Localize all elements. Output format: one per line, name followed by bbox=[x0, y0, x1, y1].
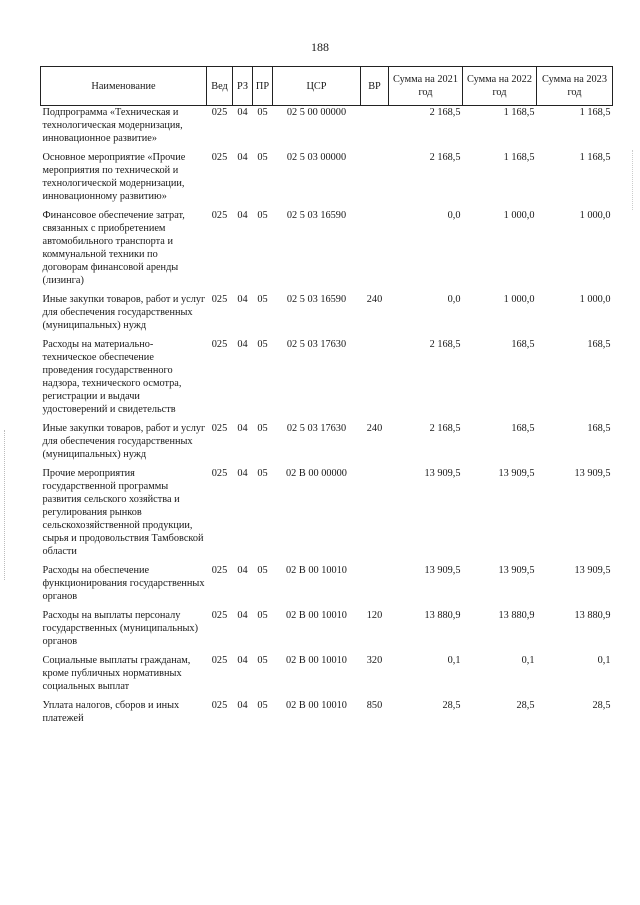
header-ved: Вед bbox=[207, 67, 233, 106]
cell-pr: 05 bbox=[257, 210, 268, 221]
cell-csr: 02 5 03 00000 bbox=[286, 152, 347, 163]
header-sum-2023: Сумма на 2023 год bbox=[537, 67, 613, 106]
cell-rz: 04 bbox=[237, 210, 248, 221]
cell-sum-2022: 13 880,9 bbox=[498, 610, 535, 621]
cell-name: Иные закупки товаров, работ и услуг для обеспечения государственных (муниципальных) нужд bbox=[42, 294, 206, 331]
cell-ved: 025 bbox=[211, 700, 228, 711]
cell-rz: 04 bbox=[237, 655, 248, 666]
cell-sum-2021: 2 168,5 bbox=[429, 339, 461, 350]
cell-name: Расходы на обеспечение функционирования государственных органов bbox=[42, 565, 205, 602]
cell-sum-2023: 0,1 bbox=[597, 655, 611, 666]
header-sum-2021: Сумма на 2021 год bbox=[389, 67, 463, 106]
cell-sum-2021: 2 168,5 bbox=[429, 423, 461, 434]
cell-pr: 05 bbox=[257, 339, 268, 350]
table-row bbox=[41, 293, 613, 338]
cell-csr: 02 В 00 10010 bbox=[286, 565, 347, 576]
cell-sum-2022: 168,5 bbox=[511, 423, 535, 434]
table-row bbox=[41, 467, 613, 564]
cell-sum-2021: 0,0 bbox=[447, 294, 461, 305]
cell-vr: 120 bbox=[366, 610, 383, 621]
cell-ved: 025 bbox=[211, 423, 228, 434]
cell-name: Расходы на материально-техническое обеспечение проведения государственного надзора, технического осмотра, регистрации и выдачи удостоверений и свидетельств bbox=[42, 339, 182, 415]
cell-rz: 04 bbox=[237, 700, 248, 711]
cell-rz: 04 bbox=[237, 294, 248, 305]
cell-rz: 04 bbox=[237, 468, 248, 479]
cell-ved: 025 bbox=[211, 210, 228, 221]
cell-sum-2023: 1 168,5 bbox=[579, 107, 611, 118]
cell-sum-2022: 13 909,5 bbox=[498, 565, 535, 576]
header-vr: ВР bbox=[361, 67, 389, 106]
cell-ved: 025 bbox=[211, 107, 228, 118]
scan-edge-right bbox=[632, 150, 634, 210]
cell-name: Уплата налогов, сборов и иных платежей bbox=[42, 700, 180, 724]
cell-csr: 02 В 00 10010 bbox=[286, 700, 347, 711]
cell-pr: 05 bbox=[257, 152, 268, 163]
table-row bbox=[41, 699, 613, 731]
cell-pr: 05 bbox=[257, 565, 268, 576]
table-row bbox=[41, 151, 613, 209]
table-row bbox=[41, 106, 613, 152]
cell-sum-2023: 13 909,5 bbox=[574, 565, 611, 576]
header-csr: ЦСР bbox=[273, 67, 361, 106]
cell-csr: 02 5 03 16590 bbox=[286, 210, 347, 221]
cell-sum-2021: 2 168,5 bbox=[429, 152, 461, 163]
cell-sum-2022: 0,1 bbox=[521, 655, 535, 666]
cell-csr: 02 5 00 00000 bbox=[286, 107, 347, 118]
cell-sum-2021: 13 909,5 bbox=[424, 468, 461, 479]
page-number: 188 bbox=[311, 40, 329, 54]
header-pr: ПР bbox=[253, 67, 273, 106]
cell-sum-2022: 1 000,0 bbox=[503, 294, 535, 305]
cell-rz: 04 bbox=[237, 152, 248, 163]
cell-vr bbox=[361, 209, 389, 293]
cell-pr: 05 bbox=[257, 107, 268, 118]
cell-sum-2022: 28,5 bbox=[516, 700, 535, 711]
cell-pr: 05 bbox=[257, 423, 268, 434]
cell-ved: 025 bbox=[211, 610, 228, 621]
cell-name: Иные закупки товаров, работ и услуг для обеспечения государственных (муниципальных) нужд bbox=[42, 423, 206, 460]
cell-vr bbox=[361, 151, 389, 209]
budget-table bbox=[40, 66, 613, 731]
cell-csr: 02 5 03 17630 bbox=[286, 339, 347, 350]
cell-vr: 850 bbox=[366, 700, 383, 711]
cell-ved: 025 bbox=[211, 468, 228, 479]
cell-csr: 02 В 00 10010 bbox=[286, 610, 347, 621]
cell-name: Расходы на выплаты персоналу государственных (муниципальных) органов bbox=[42, 610, 199, 647]
cell-sum-2022: 1 168,5 bbox=[503, 107, 535, 118]
header-sum-2022: Сумма на 2022 год bbox=[463, 67, 537, 106]
cell-pr: 05 bbox=[257, 610, 268, 621]
cell-sum-2021: 2 168,5 bbox=[429, 107, 461, 118]
cell-vr bbox=[361, 338, 389, 422]
cell-pr: 05 bbox=[257, 655, 268, 666]
header-rz: РЗ bbox=[233, 67, 253, 106]
cell-rz: 04 bbox=[237, 339, 248, 350]
cell-pr: 05 bbox=[257, 700, 268, 711]
cell-sum-2023: 13 909,5 bbox=[574, 468, 611, 479]
cell-name: Основное мероприятие «Прочие мероприятия по технической и технологической модернизации, инновационному развитию» bbox=[42, 152, 186, 202]
table-row bbox=[41, 564, 613, 609]
cell-ved: 025 bbox=[211, 152, 228, 163]
cell-name: Социальные выплаты гражданам, кроме публичных нормативных социальных выплат bbox=[42, 655, 191, 692]
cell-vr bbox=[361, 106, 389, 152]
cell-rz: 04 bbox=[237, 610, 248, 621]
cell-sum-2021: 13 909,5 bbox=[424, 565, 461, 576]
cell-sum-2022: 1 000,0 bbox=[503, 210, 535, 221]
cell-sum-2023: 28,5 bbox=[592, 700, 611, 711]
table-body bbox=[41, 106, 613, 732]
cell-sum-2021: 0,0 bbox=[447, 210, 461, 221]
cell-csr: 02 В 00 10010 bbox=[286, 655, 347, 666]
table-header bbox=[41, 67, 613, 106]
cell-vr: 240 bbox=[366, 423, 383, 434]
cell-rz: 04 bbox=[237, 423, 248, 434]
table-row bbox=[41, 609, 613, 654]
table-row bbox=[41, 422, 613, 467]
cell-ved: 025 bbox=[211, 565, 228, 576]
cell-sum-2022: 1 168,5 bbox=[503, 152, 535, 163]
cell-sum-2021: 13 880,9 bbox=[424, 610, 461, 621]
cell-ved: 025 bbox=[211, 294, 228, 305]
cell-name: Прочие мероприятия государственной программы развития сельского хозяйства и регулирования рынков сельскохозяйственной продукции, сырья и продовольствия Тамбовской области bbox=[42, 468, 204, 557]
cell-name: Финансовое обеспечение затрат, связанных с приобретением автомобильного транспорта и коммунальной техники по договорам финансовой аренды (лизинга) bbox=[42, 210, 185, 286]
scan-edge-left bbox=[4, 430, 6, 580]
cell-csr: 02 В 00 00000 bbox=[286, 468, 347, 479]
cell-csr: 02 5 03 16590 bbox=[286, 294, 347, 305]
cell-vr: 240 bbox=[366, 294, 383, 305]
cell-sum-2023: 1 000,0 bbox=[579, 294, 611, 305]
cell-csr: 02 5 03 17630 bbox=[286, 423, 347, 434]
cell-vr bbox=[361, 564, 389, 609]
cell-sum-2023: 13 880,9 bbox=[574, 610, 611, 621]
cell-pr: 05 bbox=[257, 468, 268, 479]
table-row bbox=[41, 338, 613, 422]
cell-vr: 320 bbox=[366, 655, 383, 666]
cell-sum-2021: 0,1 bbox=[447, 655, 461, 666]
header-name: Наименование bbox=[41, 67, 207, 106]
cell-ved: 025 bbox=[211, 655, 228, 666]
table-row bbox=[41, 654, 613, 699]
cell-rz: 04 bbox=[237, 565, 248, 576]
cell-sum-2023: 168,5 bbox=[587, 423, 611, 434]
cell-sum-2022: 13 909,5 bbox=[498, 468, 535, 479]
cell-sum-2022: 168,5 bbox=[511, 339, 535, 350]
cell-sum-2023: 1 000,0 bbox=[579, 210, 611, 221]
table-row bbox=[41, 209, 613, 293]
cell-sum-2023: 1 168,5 bbox=[579, 152, 611, 163]
cell-name: Подпрограмма «Техническая и технологическая модернизация, инновационное развитие» bbox=[42, 107, 183, 144]
cell-vr bbox=[361, 467, 389, 564]
cell-ved: 025 bbox=[211, 339, 228, 350]
cell-pr: 05 bbox=[257, 294, 268, 305]
cell-sum-2021: 28,5 bbox=[442, 700, 461, 711]
cell-rz: 04 bbox=[237, 107, 248, 118]
cell-sum-2023: 168,5 bbox=[587, 339, 611, 350]
